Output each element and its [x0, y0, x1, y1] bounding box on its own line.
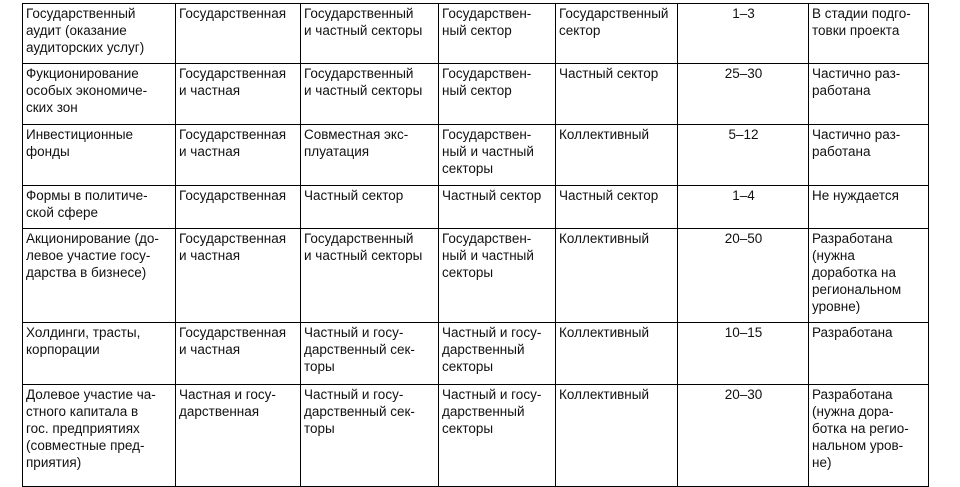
cell-finance: Частный и госу- дарственный секторы — [439, 385, 556, 487]
cell-ownership: Государственная и частная — [176, 323, 301, 385]
cell-years: 5–12 — [678, 125, 809, 186]
cell-years: 1–3 — [678, 4, 809, 64]
cell-risk-bearer: Коллективный — [556, 385, 678, 487]
table-row — [23, 385, 929, 487]
cell-ownership: Государственная и частная — [176, 125, 301, 186]
cell-control: Частный и госу- дарственный сек- торы — [301, 385, 439, 487]
table-row — [23, 229, 929, 323]
cell-risk-bearer: Частный сектор — [556, 186, 678, 229]
cell-risk-bearer: Коллективный — [556, 125, 678, 186]
cell-ownership: Государственная и частная — [176, 229, 301, 323]
cell-control: Частный сектор — [301, 186, 439, 229]
cell-finance: Государствен- ный и частный секторы — [439, 229, 556, 323]
cell-ownership: Государственная — [176, 186, 301, 229]
cell-ownership: Государственная и частная — [176, 64, 301, 125]
cell-finance: Государствен- ный сектор — [439, 64, 556, 125]
cell-form: Инвестиционные фонды — [23, 125, 176, 186]
cell-form: Фукционирование особых экономиче- ских зон — [23, 64, 176, 125]
cell-status: Частично раз- работана — [809, 64, 929, 125]
cell-status: Разработана (нужна дора- ботка на регио- нальном уров- не) — [809, 385, 929, 487]
cell-control: Государственный и частный секторы — [301, 4, 439, 64]
table-row — [23, 4, 929, 64]
cell-status: Частично раз- работана — [809, 125, 929, 186]
cell-form: Холдинги, трасты, корпорации — [23, 323, 176, 385]
cell-years: 1–4 — [678, 186, 809, 229]
cell-risk-bearer: Коллективный — [556, 323, 678, 385]
cell-form: Долевое участие ча- стного капитала в гос. предприятиях (совместные пред- приятия) — [23, 385, 176, 487]
cell-ownership: Государственная — [176, 4, 301, 64]
cell-form: Формы в политиче- ской сфере — [23, 186, 176, 229]
cell-finance: Государствен- ный сектор — [439, 4, 556, 64]
cell-years: 20–50 — [678, 229, 809, 323]
table-row — [23, 186, 929, 229]
cell-form: Акционирование (до- левое участие госу- дарства в бизнесе) — [23, 229, 176, 323]
cell-status: Не нуждается — [809, 186, 929, 229]
cell-risk-bearer: Государственный сектор — [556, 4, 678, 64]
comparison-table — [22, 3, 929, 487]
cell-control: Государственный и частный секторы — [301, 64, 439, 125]
cell-status: Разработана (нужна доработка на региональном уровне) — [809, 229, 929, 323]
table-row — [23, 125, 929, 186]
table-body — [23, 4, 929, 487]
cell-ownership: Частная и госу- дарственная — [176, 385, 301, 487]
cell-years: 20–30 — [678, 385, 809, 487]
cell-finance: Частный и госу- дарственный секторы — [439, 323, 556, 385]
cell-years: 25–30 — [678, 64, 809, 125]
cell-finance: Государствен- ный и частный секторы — [439, 125, 556, 186]
cell-years: 10–15 — [678, 323, 809, 385]
cell-control: Совместная экс- плуатация — [301, 125, 439, 186]
table-row — [23, 323, 929, 385]
cell-status: Разработана — [809, 323, 929, 385]
cell-finance: Частный сектор — [439, 186, 556, 229]
cell-control: Государственный и частный секторы — [301, 229, 439, 323]
cell-risk-bearer: Частный сектор — [556, 64, 678, 125]
cell-status: В стадии подго- товки проекта — [809, 4, 929, 64]
table-row — [23, 64, 929, 125]
cell-control: Частный и госу- дарственный сек- торы — [301, 323, 439, 385]
cell-form: Государственный аудит (оказание аудиторских услуг) — [23, 4, 176, 64]
cell-risk-bearer: Коллективный — [556, 229, 678, 323]
